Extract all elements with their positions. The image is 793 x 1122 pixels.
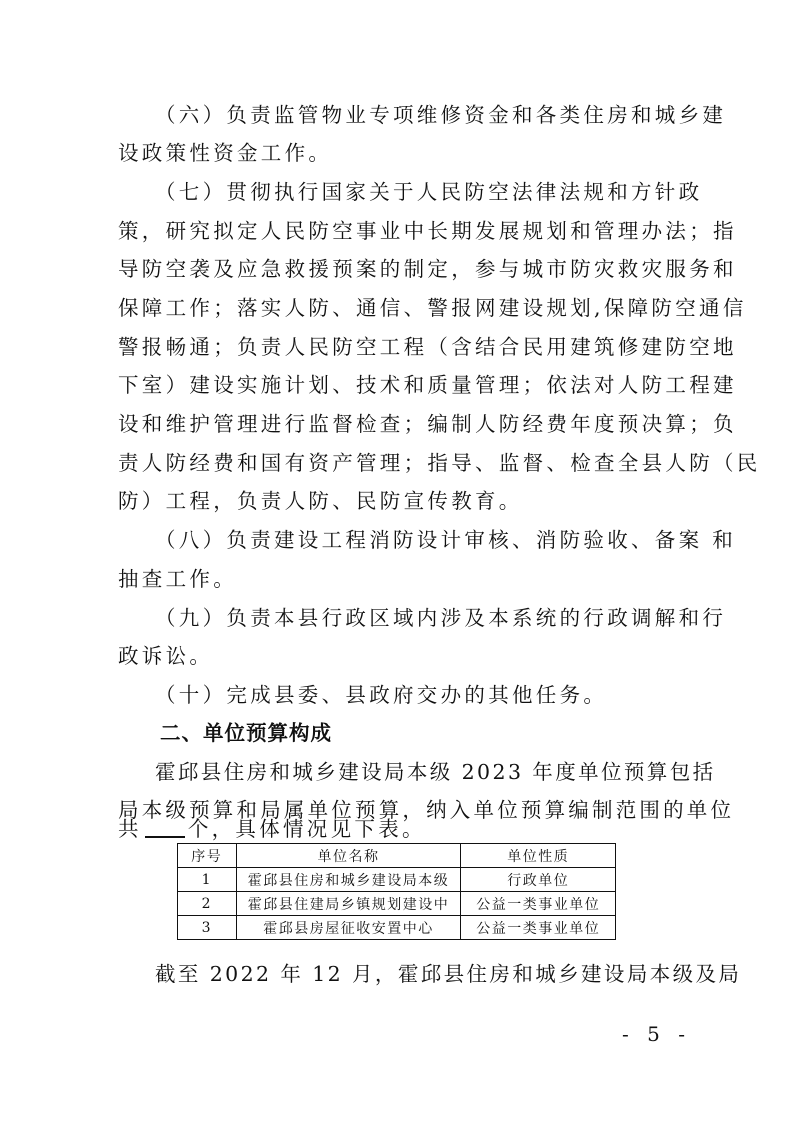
unit-count-line (118, 817, 426, 841)
count-suffix: 个，具体情况见下表。 (187, 817, 426, 841)
text-line: （十）完成县委、县政府交办的其他任务。 (155, 683, 608, 707)
row-unit-name: 霍邱县房屋征收安置中心 (236, 916, 461, 940)
text-line: 政诉讼。 (118, 644, 214, 668)
text-line: 抽查工作。 (118, 567, 237, 591)
row-unit-name: 霍邱县住建局乡镇规划建设中 (236, 892, 461, 916)
text-line: 防）工程，负责人防、民防宣传教育。 (118, 489, 523, 513)
section-heading: 二、单位预算构成 (160, 721, 332, 745)
text-line: 设和维护管理进行监督检查；编制人防经费年度预决算；负 (118, 412, 737, 436)
row-unit-name: 霍邱县住房和城乡建设局本级 (236, 868, 461, 892)
count-blank (145, 818, 185, 838)
text-line: 设政策性资金工作。 (118, 141, 333, 165)
text-line: （七）贯彻执行国家关于人民防空法律法规和方针政 (155, 180, 703, 204)
count-prefix: 共 (118, 817, 142, 841)
closing-line: 截至 2022 年 12 月，霍邱县住房和城乡建设局本级及局 (155, 962, 742, 986)
text-line: （八）负责建设工程消防设计审核、消防验收、备案 和 (155, 528, 737, 552)
table-row (178, 916, 616, 940)
row-unit-type: 行政单位 (461, 868, 616, 892)
text-line: （九）负责本县行政区域内涉及本系统的行政调解和行 (155, 606, 727, 630)
text-line: 责人防经费和国有资产管理；指导、监督、检查全县人防（民 (118, 451, 761, 475)
unit-table (177, 843, 616, 940)
table-row (178, 892, 616, 916)
row-index: 1 (178, 868, 237, 892)
intro-line: 局本级预算和局属单位预算，纳入单位预算编制范围的单位 (118, 798, 735, 822)
row-unit-type: 公益一类事业单位 (461, 916, 616, 940)
row-index: 3 (178, 916, 237, 940)
table-row (178, 868, 616, 892)
text-line: 策，研究拟定人民防空事业中长期发展规划和管理办法；指 (118, 219, 737, 243)
header-unit-name: 单位名称 (236, 844, 461, 868)
header-index: 序号 (178, 844, 237, 868)
table-header-row (178, 844, 616, 868)
text-line: （六）负责监管物业专项维修资金和各类住房和城乡建 (155, 103, 727, 127)
text-line: 警报畅通；负责人民防空工程（含结合民用建筑修建防空地 (118, 335, 737, 359)
text-line: 保障工作；落实人防、通信、警报网建设规划,保障防空通信 (118, 296, 747, 320)
text-line: 导防空袭及应急救援预案的制定，参与城市防灾救灾服务和 (118, 257, 737, 281)
page-number: - 5 - (622, 1022, 691, 1046)
intro-line: 霍邱县住房和城乡建设局本级 2023 年度单位预算包括 (155, 760, 716, 784)
row-index: 2 (178, 892, 237, 916)
row-unit-type: 公益一类事业单位 (461, 892, 616, 916)
text-line: 下室）建设实施计划、技术和质量管理；依法对人防工程建 (118, 373, 737, 397)
header-unit-type: 单位性质 (461, 844, 616, 868)
